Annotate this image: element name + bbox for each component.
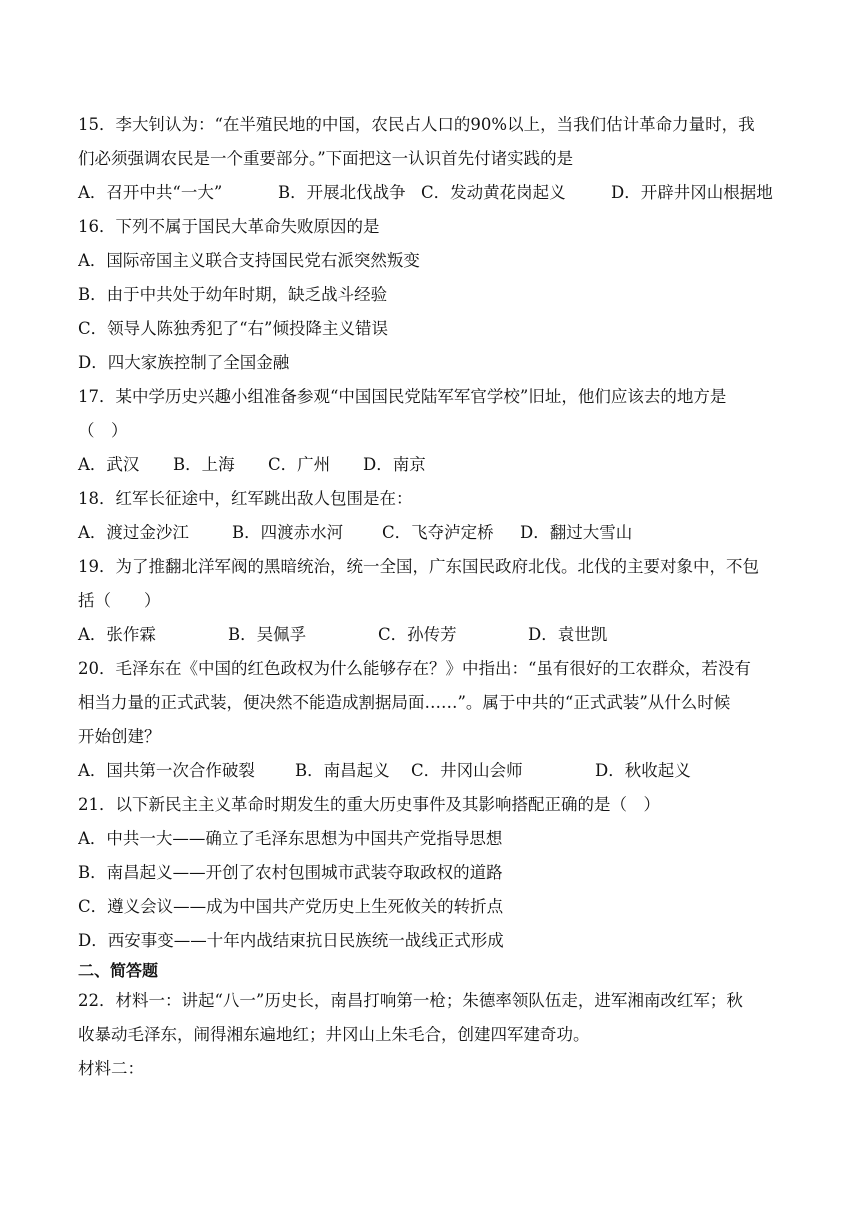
q22-material1-line1: 22．材料一：讲起“八一”历史长，南昌打响第一枪；朱德率领队伍走，进军湘南改红军；秋 [78, 991, 743, 1010]
q20-option-d: D．秋收起义 [595, 761, 691, 780]
q19-stem-line2: 括（ ） [78, 591, 161, 610]
q15-option-a: A．召开中共“一大” [78, 183, 223, 202]
q15-stem-line1: 15．李大钊认为：“在半殖民地的中国，农民占人口的90%以上，当我们估计革命力量时，我 [78, 115, 755, 134]
q21-stem: 21．以下新民主主义革命时期发生的重大历史事件及其影响搭配正确的是（ ） [78, 795, 660, 814]
q19-option-d: D．袁世凯 [528, 625, 608, 644]
q18-option-b: B．四渡赤水河 [232, 523, 344, 542]
q20-stem-line1: 20．毛泽东在《中国的红色政权为什么能够存在？》中指出：“虽有很好的工农群众，若没有 [78, 659, 751, 678]
q22-material2-label: 材料二： [78, 1059, 144, 1078]
q17-option-d: D．南京 [363, 455, 426, 474]
q19-option-a: A．张作霖 [78, 625, 156, 644]
q18-option-d: D．翻过大雪山 [520, 523, 633, 542]
q20-option-b: B．南昌起义 [295, 761, 390, 780]
q20-options [78, 754, 790, 788]
q15-options [78, 176, 790, 210]
q17-option-c: C．广州 [268, 455, 331, 474]
q21-option-a: A．中共一大——确立了毛泽东思想为中国共产党指导思想 [78, 829, 503, 848]
q19-option-b: B．吴佩孚 [228, 625, 307, 644]
q20-stem-line3: 开始创建？ [78, 727, 161, 746]
q16-option-c: C．领导人陈独秀犯了“右”倾投降主义错误 [78, 319, 388, 338]
q20-stem-line2: 相当力量的正式武装，便决然不能造成割据局面……”。属于中共的“正式武装”从什么时候 [78, 693, 731, 712]
exam-page [78, 108, 790, 1086]
q19-options [78, 618, 790, 652]
q16-option-a: A．国际帝国主义联合支持国民党右派突然叛变 [78, 251, 420, 270]
q20-option-c: C．井冈山会师 [411, 761, 523, 780]
section-heading-short-answer: 二、简答题 [78, 961, 159, 980]
q17-stem-line1: 17．某中学历史兴趣小组准备参观“中国国民党陆军军官学校”旧址，他们应该去的地方是 [78, 387, 727, 406]
q17-option-a: A．武汉 [78, 455, 140, 474]
q16-option-d: D．四大家族控制了全国金融 [78, 353, 290, 372]
q15-option-c: C．发动黄花岗起义 [421, 183, 566, 202]
q16-stem: 16．下列不属于国民大革命失败原因的是 [78, 217, 380, 236]
q21-option-d: D．西安事变——十年内战结束抗日民族统一战线正式形成 [78, 931, 504, 950]
q18-options [78, 516, 790, 550]
q17-option-b: B．上海 [173, 455, 235, 474]
q16-option-b: B．由于中共处于幼年时期，缺乏战斗经验 [78, 285, 388, 304]
q18-option-a: A．渡过金沙江 [78, 523, 189, 542]
q17-options [78, 448, 790, 482]
q22-material1-line2: 收暴动毛泽东，闹得湘东遍地红；井冈山上朱毛合，创建四军建奇功。 [78, 1025, 590, 1044]
q21-option-c: C．遵义会议——成为中国共产党历史上生死攸关的转折点 [78, 897, 504, 916]
q15-option-b: B．开展北伐战争 [278, 183, 406, 202]
q18-stem: 18．红军长征途中，红军跳出敌人包围是在： [78, 489, 413, 508]
q19-option-c: C．孙传芳 [378, 625, 457, 644]
q18-option-c: C．飞夺泸定桥 [382, 523, 494, 542]
q15-option-d: D．开辟井冈山根据地 [611, 183, 773, 202]
q20-option-a: A．国共第一次合作破裂 [78, 761, 255, 780]
q19-stem-line1: 19．为了推翻北洋军阀的黑暗统治，统一全国，广东国民政府北伐。北伐的主要对象中，不包 [78, 557, 759, 576]
q17-stem-line2: （ ） [78, 421, 128, 440]
q15-stem-line2: 们必须强调农民是一个重要部分。”下面把这一认识首先付诸实践的是 [78, 149, 574, 168]
q21-option-b: B．南昌起义——开创了农村包围城市武装夺取政权的道路 [78, 863, 503, 882]
